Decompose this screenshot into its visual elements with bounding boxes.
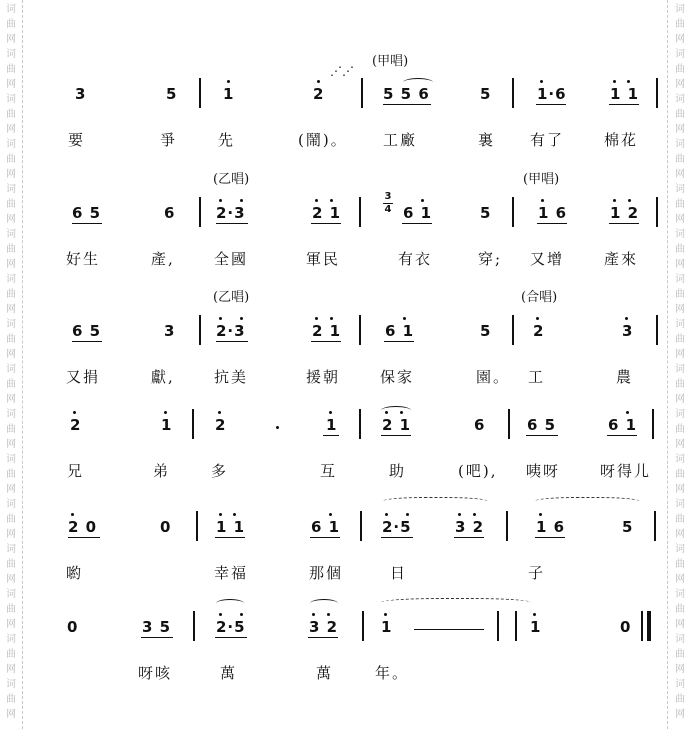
octave-dot — [218, 411, 221, 414]
octave-dot — [384, 613, 387, 616]
tie — [534, 497, 640, 508]
watermark-char: 网 — [6, 79, 16, 90]
note: 2·5 — [216, 618, 246, 636]
time-signature-bottom: 4 — [384, 204, 392, 215]
lyric: 年。 — [375, 664, 410, 682]
octave-dot — [327, 613, 330, 616]
lyric: 助 — [389, 462, 407, 480]
watermark-char: 网 — [675, 574, 685, 585]
beam — [537, 223, 567, 224]
watermark-char: 网 — [6, 349, 16, 360]
octave-dot — [330, 317, 333, 320]
bar-line — [506, 511, 508, 541]
lyric: 有衣 — [398, 250, 433, 268]
watermark-char: 网 — [675, 259, 685, 270]
watermark-char: 网 — [675, 439, 685, 450]
lyric: 軍民 — [306, 250, 341, 268]
note: 5 — [480, 204, 492, 222]
lyric: 子 — [528, 564, 546, 582]
note: 2·3 — [216, 204, 246, 222]
watermark-char: 网 — [675, 169, 685, 180]
watermark-char: 词 — [675, 139, 685, 150]
bar-line — [641, 611, 643, 641]
note: 5 — [480, 322, 492, 340]
watermark-char: 曲 — [6, 469, 16, 480]
watermark-char: 词 — [675, 454, 685, 465]
lyric: 爭 — [160, 131, 178, 149]
watermark-char: 曲 — [675, 379, 685, 390]
watermark-char: 网 — [6, 439, 16, 450]
watermark-char: 曲 — [675, 604, 685, 615]
watermark-char: 曲 — [675, 64, 685, 75]
watermark-char: 词 — [6, 319, 16, 330]
note: 1 — [161, 416, 173, 434]
watermark-char: 曲 — [6, 244, 16, 255]
lyric: 弟 — [153, 462, 171, 480]
watermark-char: 词 — [6, 49, 16, 60]
glissando-mark: ⋰⋰ — [330, 64, 354, 78]
bar-line — [361, 78, 363, 108]
octave-dot — [219, 317, 222, 320]
note: 2 1 — [312, 322, 342, 340]
octave-dot — [385, 411, 388, 414]
octave-dot — [227, 80, 230, 83]
octave-dot — [533, 613, 536, 616]
octave-dot — [71, 513, 74, 516]
time-signature-top: 3 — [384, 191, 392, 202]
lyric: 那個 — [309, 564, 344, 582]
lyric: 又捐 — [66, 368, 101, 386]
note: 1 — [223, 85, 235, 103]
watermark-char: 曲 — [675, 244, 685, 255]
lyric: 農 — [616, 368, 634, 386]
bar-line — [199, 315, 201, 345]
beam — [607, 435, 637, 436]
octave-dot — [219, 613, 222, 616]
note: 2 0 — [68, 518, 98, 536]
bar-line — [362, 611, 364, 641]
octave-dot — [240, 317, 243, 320]
bar-line — [654, 511, 656, 541]
octave-dot — [536, 317, 539, 320]
note: 3 2 — [309, 618, 339, 636]
watermark-char: 曲 — [675, 694, 685, 705]
watermark-char: 曲 — [6, 199, 16, 210]
watermark-char: 曲 — [675, 19, 685, 30]
watermark-char: 词 — [675, 409, 685, 420]
lyric: 棉花 — [604, 131, 639, 149]
octave-dot — [473, 513, 476, 516]
bar-line — [656, 78, 658, 108]
lyric: 產, — [151, 250, 175, 268]
watermark-char: 曲 — [6, 64, 16, 75]
octave-dot — [421, 199, 424, 202]
watermark-char: 网 — [675, 394, 685, 405]
watermark-char: 词 — [6, 454, 16, 465]
watermark-char: 词 — [675, 634, 685, 645]
watermark-char: 曲 — [6, 604, 16, 615]
lyric: 萬 — [220, 664, 238, 682]
lyric: 日 — [390, 564, 408, 582]
beam — [216, 341, 248, 342]
watermark-char: 词 — [675, 229, 685, 240]
lyric: 又增 — [530, 250, 565, 268]
watermark-char: 网 — [6, 394, 16, 405]
note: 5 — [480, 85, 492, 103]
watermark-char: 网 — [6, 484, 16, 495]
note: 2 — [70, 416, 82, 434]
watermark-char: 词 — [675, 94, 685, 105]
watermark-char: 曲 — [6, 154, 16, 165]
octave-dot — [613, 199, 616, 202]
octave-dot — [539, 513, 542, 516]
octave-dot — [330, 199, 333, 202]
watermark-char: 网 — [6, 619, 16, 630]
lyric: 有了 — [530, 131, 565, 149]
tie — [382, 497, 488, 508]
note: 1·6 — [537, 85, 567, 103]
note: 1 1 — [216, 518, 246, 536]
octave-dot — [73, 411, 76, 414]
note: 0 — [620, 618, 632, 636]
note: 2·3 — [216, 322, 246, 340]
watermark-char: 曲 — [6, 424, 16, 435]
octave-dot — [329, 411, 332, 414]
beam — [381, 537, 413, 538]
watermark-char: 词 — [675, 274, 685, 285]
watermark-char: 词 — [675, 319, 685, 330]
octave-dot — [315, 199, 318, 202]
lyric: 工廠 — [383, 131, 418, 149]
lyric: 多 — [211, 462, 229, 480]
watermark-char: 网 — [675, 214, 685, 225]
watermark-char: 曲 — [675, 469, 685, 480]
watermark-char: 曲 — [675, 154, 685, 165]
watermark-char: 词 — [6, 634, 16, 645]
watermark-char: 曲 — [675, 424, 685, 435]
watermark-char: 网 — [675, 484, 685, 495]
score-system-1 — [0, 50, 690, 166]
watermark-char: 词 — [6, 184, 16, 195]
octave-dot — [540, 80, 543, 83]
lyric: 咦呀 — [526, 462, 561, 480]
octave-dot — [315, 317, 318, 320]
watermark-char: 网 — [6, 664, 16, 675]
lyric: 全國 — [214, 250, 249, 268]
note: 5 — [166, 85, 178, 103]
score-system-2 — [0, 168, 690, 284]
watermark-char: 词 — [6, 4, 16, 15]
beam — [216, 223, 248, 224]
tie — [381, 598, 531, 609]
bar-line — [497, 611, 499, 641]
octave-dot — [329, 513, 332, 516]
octave-dot — [240, 199, 243, 202]
watermark-char: 词 — [675, 49, 685, 60]
bar-line — [193, 611, 195, 641]
lyric: 兄 — [67, 462, 85, 480]
watermark-char: 词 — [675, 499, 685, 510]
octave-dot — [240, 613, 243, 616]
note: 6 — [164, 204, 176, 222]
watermark-char: 网 — [675, 124, 685, 135]
watermark-char: 曲 — [675, 199, 685, 210]
bar-line — [512, 197, 514, 227]
lyric: (吧), — [458, 462, 498, 480]
lyric: 幸福 — [214, 564, 249, 582]
lyric: (鬧)。 — [298, 131, 348, 149]
octave-dot — [625, 317, 628, 320]
watermark-char: 词 — [6, 409, 16, 420]
bar-line — [196, 511, 198, 541]
beam — [215, 537, 245, 538]
watermark-char: 曲 — [6, 649, 16, 660]
octave-dot — [627, 80, 630, 83]
note: 1 6 — [536, 518, 566, 536]
bar-line — [359, 315, 361, 345]
watermark-char: 网 — [6, 214, 16, 225]
watermark-char: 词 — [675, 4, 685, 15]
octave-dot — [233, 513, 236, 516]
watermark-char: 曲 — [6, 109, 16, 120]
beam — [72, 223, 102, 224]
watermark-char: 网 — [675, 79, 685, 90]
watermark-char: 词 — [6, 544, 16, 555]
watermark-char: 网 — [675, 619, 685, 630]
beam — [72, 341, 102, 342]
note: 6 — [474, 416, 486, 434]
note: 5 5 6 — [383, 85, 430, 103]
lyric: 呀咳 — [138, 664, 173, 682]
beam — [215, 637, 247, 638]
watermark-char: 网 — [6, 574, 16, 585]
beam — [311, 223, 341, 224]
note: 2 — [313, 85, 325, 103]
octave-dot — [317, 80, 320, 83]
role-label: (甲唱) — [372, 54, 409, 69]
note: 5 — [622, 518, 634, 536]
watermark-char: 网 — [675, 304, 685, 315]
octave-dot — [406, 513, 409, 516]
watermark-char: 曲 — [675, 559, 685, 570]
watermark-char: 网 — [6, 529, 16, 540]
note: 2 — [533, 322, 545, 340]
watermark-char: 词 — [675, 364, 685, 375]
beam — [308, 637, 338, 638]
note: 0 — [160, 518, 172, 536]
score-system-6 — [0, 592, 690, 708]
note: 2 1 — [382, 416, 412, 434]
watermark-char: 曲 — [675, 649, 685, 660]
lyric: 園。 — [476, 368, 511, 386]
lyric: 裏 — [478, 131, 496, 149]
bar-line — [192, 409, 194, 439]
note: 1 — [530, 618, 542, 636]
watermark-char: 曲 — [6, 514, 16, 525]
lyric: 工 — [528, 368, 546, 386]
bar-line — [359, 197, 361, 227]
watermark-char: 网 — [675, 664, 685, 675]
slur — [216, 599, 244, 608]
octave-dot — [219, 199, 222, 202]
beam — [311, 341, 341, 342]
beam — [536, 104, 566, 105]
beam — [454, 537, 484, 538]
watermark-char: 网 — [675, 349, 685, 360]
bar-line — [512, 78, 514, 108]
watermark-char: 曲 — [6, 694, 16, 705]
score-system-3 — [0, 286, 690, 402]
lyric: 呀得儿 — [600, 462, 652, 480]
lyric: 要 — [68, 131, 86, 149]
watermark-char: 曲 — [675, 514, 685, 525]
note: 6 1 — [608, 416, 638, 434]
note: 1 1 — [610, 85, 640, 103]
beam — [535, 537, 565, 538]
lyric: 喲 — [66, 564, 84, 582]
watermark-char: 曲 — [6, 19, 16, 30]
bar-line — [656, 315, 658, 345]
lyric: 萬 — [316, 664, 334, 682]
note: 6 5 — [72, 204, 102, 222]
bar-line — [656, 197, 658, 227]
note: 3 5 — [142, 618, 172, 636]
octave-dot — [219, 513, 222, 516]
note: 6 1 — [403, 204, 433, 222]
octave-dot — [458, 513, 461, 516]
octave-dot — [626, 411, 629, 414]
beam — [526, 435, 558, 436]
lyric: 援朝 — [306, 368, 341, 386]
octave-dot — [400, 411, 403, 414]
beam — [381, 435, 411, 436]
watermark-char: 网 — [675, 529, 685, 540]
bar-line — [360, 511, 362, 541]
watermark-char: 网 — [6, 34, 16, 45]
octave-dot — [541, 199, 544, 202]
beam — [323, 435, 339, 436]
watermark-char: 网 — [6, 169, 16, 180]
note: 2 1 — [312, 204, 342, 222]
note: 1 — [381, 618, 393, 636]
note: 3 2 — [455, 518, 485, 536]
note: 1 6 — [538, 204, 568, 222]
note: 6 5 — [527, 416, 557, 434]
final-bar-line — [647, 611, 651, 641]
note: 6 1 — [385, 322, 415, 340]
note: 3 — [75, 85, 87, 103]
note: 1 — [326, 416, 338, 434]
lyric: 保家 — [380, 368, 415, 386]
watermark-char: 网 — [6, 124, 16, 135]
note: 1 2 — [610, 204, 640, 222]
time-signature — [383, 192, 393, 215]
dot-mark — [276, 426, 279, 429]
bar-line — [199, 78, 201, 108]
watermark-char: 曲 — [6, 334, 16, 345]
note: 6 1 — [311, 518, 341, 536]
role-label: (合唱) — [521, 290, 558, 305]
watermark-char: 网 — [675, 709, 685, 720]
watermark-char: 曲 — [675, 334, 685, 345]
watermark-char: 词 — [6, 499, 16, 510]
note: 3 — [622, 322, 634, 340]
watermark-char: 网 — [6, 304, 16, 315]
watermark-char: 曲 — [6, 379, 16, 390]
watermark-char: 词 — [6, 274, 16, 285]
watermark-char: 词 — [6, 94, 16, 105]
beam — [310, 537, 340, 538]
watermark-char: 词 — [675, 184, 685, 195]
note: 2 — [215, 416, 227, 434]
role-label: (乙唱) — [213, 290, 250, 305]
note: 3 — [164, 322, 176, 340]
lyric: 先 — [218, 131, 236, 149]
watermark-char: 词 — [675, 544, 685, 555]
octave-dot — [385, 513, 388, 516]
sustain-line — [414, 629, 484, 630]
watermark-char: 曲 — [6, 559, 16, 570]
slur — [310, 599, 338, 608]
bar-line — [652, 409, 654, 439]
octave-dot — [403, 317, 406, 320]
role-label: (甲唱) — [523, 172, 560, 187]
watermark-char: 曲 — [6, 289, 16, 300]
watermark-char: 网 — [675, 34, 685, 45]
octave-dot — [628, 199, 631, 202]
beam — [384, 341, 414, 342]
watermark-char: 网 — [6, 709, 16, 720]
watermark-char: 曲 — [675, 109, 685, 120]
note: 6 5 — [72, 322, 102, 340]
beam — [141, 637, 173, 638]
watermark-char: 词 — [6, 229, 16, 240]
lyric: 互 — [320, 462, 338, 480]
lyric: 好生 — [66, 250, 101, 268]
octave-dot — [312, 613, 315, 616]
beam — [609, 104, 639, 105]
watermark-char: 词 — [675, 589, 685, 600]
beam — [402, 223, 432, 224]
beam — [68, 537, 100, 538]
octave-dot — [164, 411, 167, 414]
watermark-char: 曲 — [675, 289, 685, 300]
role-label: (乙唱) — [213, 172, 250, 187]
watermark-char: 词 — [6, 139, 16, 150]
bar-line — [508, 409, 510, 439]
beam — [609, 223, 639, 224]
beam — [383, 104, 431, 105]
watermark-char: 词 — [6, 589, 16, 600]
watermark-char: 词 — [6, 364, 16, 375]
lyric: 獻, — [151, 368, 175, 386]
bar-line — [512, 315, 514, 345]
watermark-char: 词 — [675, 679, 685, 690]
bar-line — [515, 611, 517, 641]
lyric: 穿; — [478, 250, 503, 268]
note: 0 — [67, 618, 79, 636]
note: 2·5 — [382, 518, 412, 536]
bar-line — [359, 409, 361, 439]
lyric: 產來 — [604, 250, 639, 268]
octave-dot — [613, 80, 616, 83]
bar-line — [199, 197, 201, 227]
lyric: 抗美 — [214, 368, 249, 386]
watermark-char: 网 — [6, 259, 16, 270]
watermark-char: 词 — [6, 679, 16, 690]
